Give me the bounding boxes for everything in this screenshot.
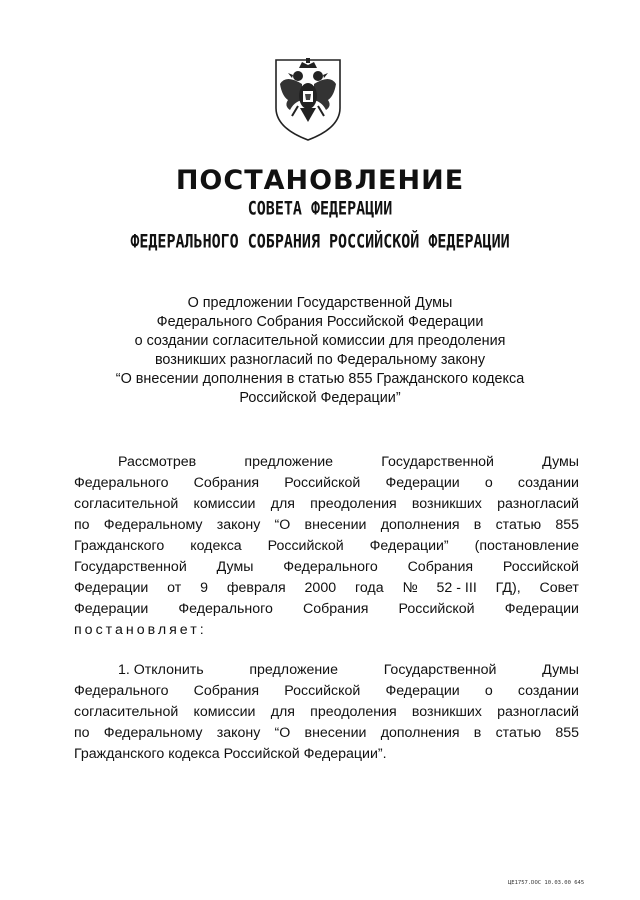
word: Собрания <box>193 683 260 699</box>
heading-line: о создании согласительной комиссии для преодоления <box>134 333 506 349</box>
document-title: ПОСТАНОВЛЕНИЕ <box>175 165 465 196</box>
word: закону <box>216 725 261 741</box>
resolution-heading <box>60 294 580 408</box>
word: Федерации” <box>369 538 449 554</box>
word: № <box>402 580 418 596</box>
word: Федерального <box>178 601 273 617</box>
word: создании <box>517 683 579 699</box>
word: Государственной <box>383 662 497 678</box>
word: комиссии <box>193 704 256 720</box>
word: по <box>74 517 90 533</box>
word: согласительной <box>74 496 179 512</box>
word: Федерации <box>504 601 579 617</box>
heading-line: О предложении Государственной Думы <box>187 295 453 311</box>
word: 9 <box>200 580 208 596</box>
word: от <box>167 580 182 596</box>
text-line <box>74 681 579 702</box>
word: по <box>74 725 90 741</box>
heading-line: Федерального Собрания Российской Федерации <box>156 314 484 330</box>
paragraph-item-1 <box>74 660 579 765</box>
word: Федерации <box>74 601 149 617</box>
word: преодоления <box>310 496 397 512</box>
word: года <box>354 580 384 596</box>
word: предложение <box>249 662 338 678</box>
text-line <box>74 536 579 557</box>
text-line-last: постановляет: <box>74 622 207 638</box>
word: создании <box>517 475 579 491</box>
word: Федерации <box>385 683 460 699</box>
word: для <box>270 496 295 512</box>
word: Собрания <box>407 559 474 575</box>
word: Собрания <box>193 475 260 491</box>
word: дополнения <box>380 725 460 741</box>
text-line <box>74 599 579 620</box>
word: (постановление <box>474 538 579 554</box>
word: Федерального <box>283 559 378 575</box>
word: разногласий <box>497 704 579 720</box>
word: о <box>484 683 493 699</box>
heading-line: Российской Федерации” <box>239 390 401 406</box>
text-line <box>74 702 579 723</box>
document-subtitle-council: СОВЕТА ФЕДЕРАЦИИ <box>247 196 393 220</box>
word: Российской <box>267 538 344 554</box>
word: закону <box>216 517 261 533</box>
word: 1. Отклонить <box>118 662 204 678</box>
word: Собрания <box>302 601 369 617</box>
heading-line: “О внесении дополнения в статью 855 Гражданского кодекса <box>115 371 525 387</box>
word: возникших <box>411 704 482 720</box>
word: Российской <box>284 683 361 699</box>
word: Федерации <box>385 475 460 491</box>
text-line <box>74 515 579 536</box>
word: Федерации <box>74 580 149 596</box>
word: “О <box>274 517 291 533</box>
text-line <box>74 473 579 494</box>
word: согласительной <box>74 704 179 720</box>
word: 2000 <box>304 580 337 596</box>
word: Рассмотрев <box>118 454 197 470</box>
text-line <box>74 660 579 681</box>
text-line <box>74 557 579 578</box>
word: февраля <box>226 580 286 596</box>
word: 855 <box>555 517 579 533</box>
text-line <box>74 452 579 473</box>
document-subtitle-assembly: ФЕДЕРАЛЬНОГО СОБРАНИЯ РОССИЙСКОЙ ФЕДЕРАЦИИ <box>130 229 510 253</box>
word: Гражданского <box>74 538 165 554</box>
word: возникших <box>411 496 482 512</box>
word: Российской <box>398 601 475 617</box>
word: Федеральному <box>103 517 203 533</box>
word: в <box>473 725 482 741</box>
word: “О <box>274 725 291 741</box>
word: Совет <box>539 580 579 596</box>
word: Думы <box>542 662 579 678</box>
text-line <box>74 723 579 744</box>
word: дополнения <box>380 517 460 533</box>
word: для <box>270 704 295 720</box>
text-line-last: Гражданского кодекса Российской Федерации”. <box>74 746 387 762</box>
word: Федерального <box>74 683 169 699</box>
paragraph-preamble <box>74 452 579 641</box>
word: Думы <box>216 559 254 575</box>
word: Государственной <box>74 559 187 575</box>
word: Федеральному <box>103 725 203 741</box>
word: кодекса <box>190 538 242 554</box>
heading-line: возникших разногласий по Федеральному закону <box>154 352 486 368</box>
word: 52 - III <box>436 580 477 596</box>
word: ГД), <box>495 580 521 596</box>
word: Федерального <box>74 475 169 491</box>
word: Государственной <box>381 454 494 470</box>
word: 855 <box>555 725 579 741</box>
word: в <box>473 517 482 533</box>
word: статью <box>495 517 542 533</box>
word: Российской <box>284 475 361 491</box>
word: разногласий <box>497 496 579 512</box>
word: Думы <box>542 454 579 470</box>
word: предложение <box>244 454 334 470</box>
document-footer-code: ЦЕ1757.DOC 10.03.00 645 <box>508 880 585 886</box>
word: комиссии <box>193 496 256 512</box>
word: внесении <box>304 517 367 533</box>
text-line <box>74 494 579 515</box>
word: преодоления <box>310 704 397 720</box>
coat-of-arms-emblem <box>268 56 348 142</box>
word: о <box>484 475 493 491</box>
word: внесении <box>304 725 367 741</box>
word: Российской <box>502 559 579 575</box>
word: статью <box>495 725 542 741</box>
text-line <box>74 578 579 599</box>
